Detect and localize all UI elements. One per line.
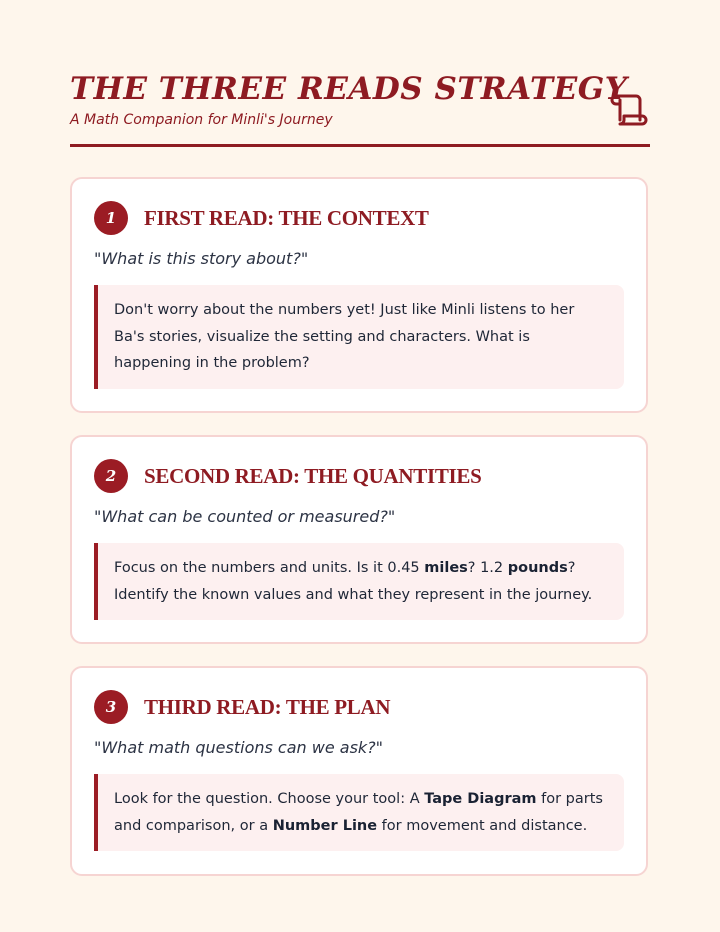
step-number-badge: 2 bbox=[94, 459, 128, 493]
card-title: SECOND READ: THE QUANTITIES bbox=[144, 463, 482, 488]
card-title: THIRD READ: THE PLAN bbox=[144, 694, 391, 719]
note-text: Focus on the numbers and units. Is it 0.45 bbox=[114, 560, 425, 576]
note-text: ? Identify the known values and what they represent in the journey. bbox=[114, 560, 593, 603]
card-note bbox=[94, 543, 624, 620]
note-text: Don't worry about the numbers yet! Just like Minli listens to her Ba's stories, visualize the setting and characters. What is happening in the problem? bbox=[114, 302, 575, 371]
guiding-question: "What math questions can we ask?" bbox=[94, 738, 384, 757]
note-text: ? 1.2 bbox=[467, 560, 508, 576]
card-title: FIRST READ: THE CONTEXT bbox=[144, 205, 429, 230]
read-card-3 bbox=[70, 666, 648, 876]
card-heading bbox=[94, 459, 482, 493]
note-text: Look for the question. Choose your tool: A bbox=[114, 791, 425, 807]
page-title: THE THREE READS STRATEGY bbox=[70, 71, 628, 107]
step-number-badge: 1 bbox=[94, 201, 128, 235]
step-number-badge: 3 bbox=[94, 690, 128, 724]
card-heading bbox=[94, 690, 390, 724]
card-note bbox=[94, 774, 624, 851]
note-text: for parts and comparison, or a bbox=[114, 791, 603, 834]
guiding-question: "What is this story about?" bbox=[94, 249, 309, 268]
read-card-2 bbox=[70, 435, 648, 644]
emphasis-text: Number Line bbox=[272, 817, 378, 834]
card-heading bbox=[94, 201, 429, 235]
guiding-question: "What can be counted or measured?" bbox=[94, 507, 396, 526]
emphasis-text: miles bbox=[424, 560, 468, 576]
emphasis-text: Tape Diagram bbox=[424, 791, 537, 807]
page-header bbox=[70, 68, 650, 129]
note-text: for movement and distance. bbox=[377, 817, 588, 834]
emphasis-text: pounds bbox=[507, 560, 568, 576]
card-note bbox=[94, 285, 624, 389]
header-divider bbox=[70, 144, 650, 147]
scroll-icon bbox=[610, 90, 650, 130]
page-subtitle: A Math Companion for Minli's Journey bbox=[70, 112, 333, 128]
read-card-1 bbox=[70, 177, 648, 413]
